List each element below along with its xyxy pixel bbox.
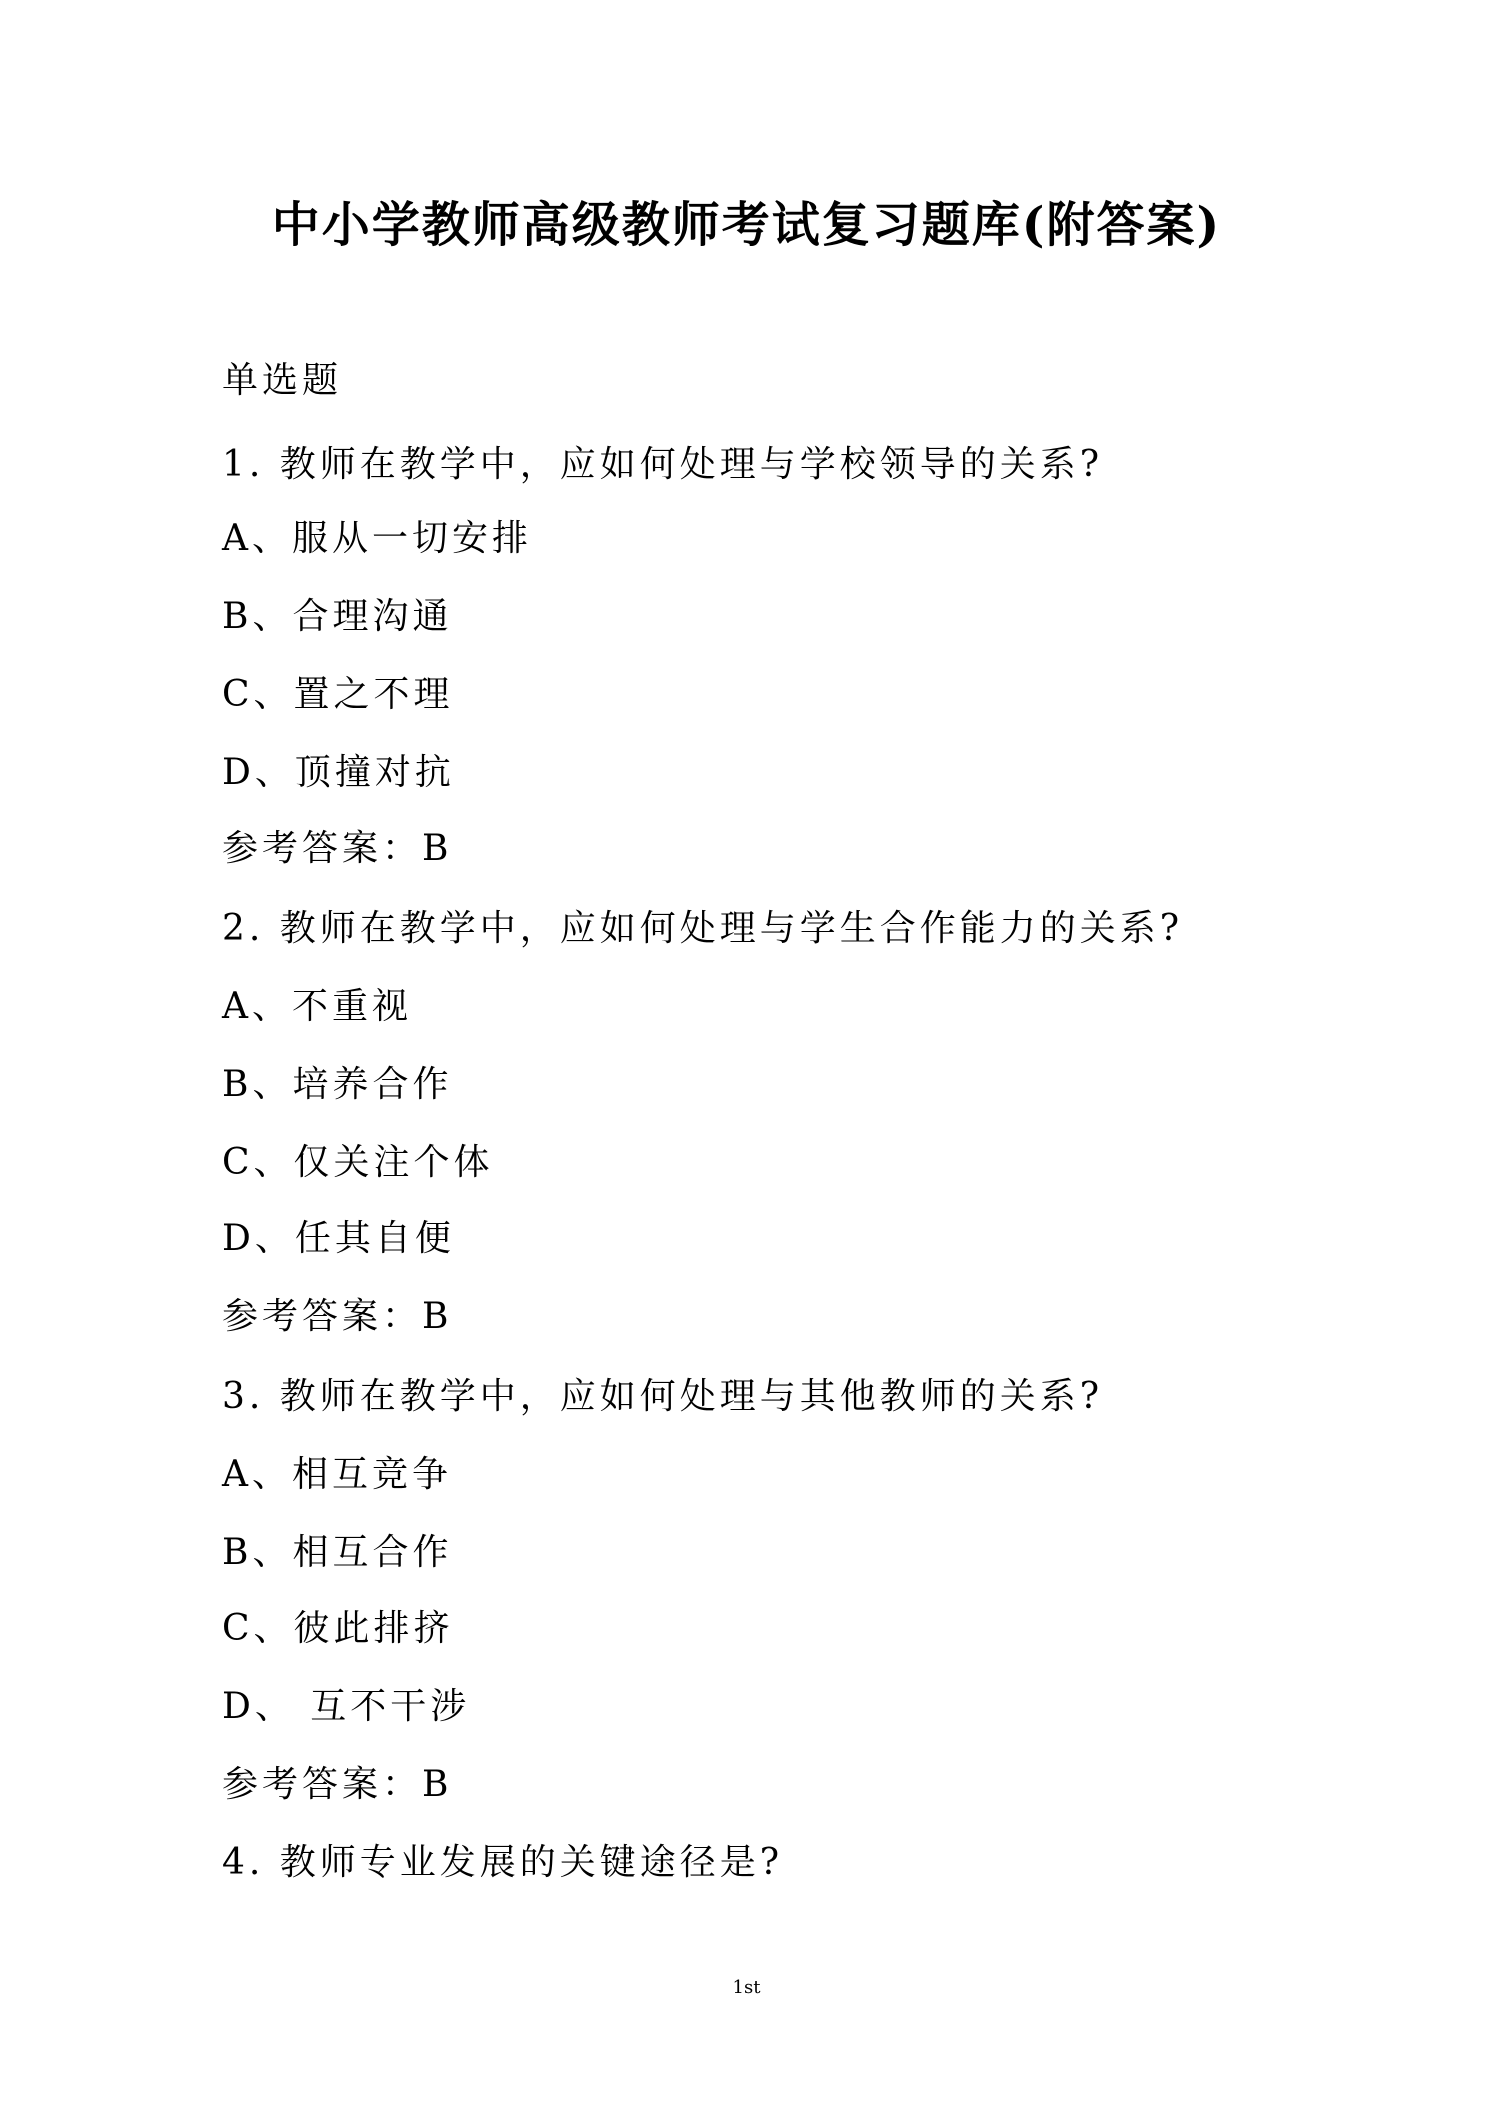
question-1-stem: 1. 教师在教学中，应如何处理与学校领导的关系? [222,444,1104,485]
question-2-option-a: A、不重视 [222,986,412,1027]
question-1-option-a: A、服从一切安排 [222,518,532,559]
question-2-option-d: D、任其自便 [222,1218,455,1259]
question-3-answer: 参考答案：B [222,1764,453,1805]
question-2-option-c: C、仅关注个体 [222,1142,494,1183]
question-1-answer: 参考答案：B [222,828,453,869]
question-3-option-b: B、相互合作 [222,1532,453,1573]
question-1-option-b: B、合理沟通 [222,596,453,637]
question-3-option-d: D、 互不干涉 [222,1686,471,1727]
question-2-answer: 参考答案：B [222,1296,453,1337]
question-3-option-c: C、彼此排挤 [222,1608,454,1649]
question-2-stem: 2. 教师在教学中，应如何处理与学生合作能力的关系? [222,908,1184,949]
question-3-stem: 3. 教师在教学中，应如何处理与其他教师的关系? [222,1376,1104,1417]
question-3-option-a: A、相互竞争 [222,1454,452,1495]
section-heading: 单选题 [222,360,343,401]
question-2-option-b: B、培养合作 [222,1064,453,1105]
document-title: 中小学教师高级教师考试复习题库(附答案) [271,197,1222,253]
page-number: 1st [732,1977,761,1998]
question-1-option-c: C、置之不理 [222,674,454,715]
question-1-option-d: D、顶撞对抗 [222,752,455,793]
question-4-stem: 4. 教师专业发展的关键途径是? [222,1842,784,1883]
